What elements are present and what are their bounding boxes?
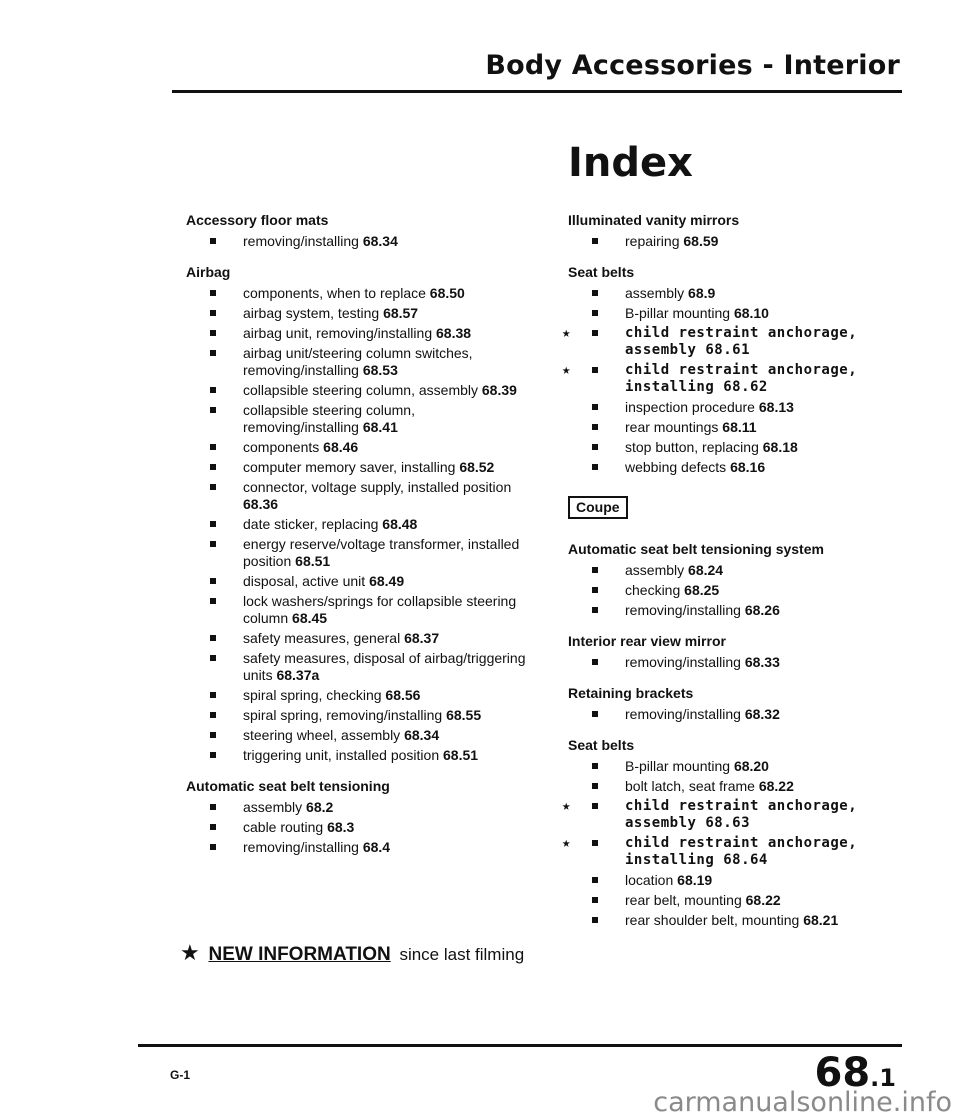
index-entry	[186, 573, 526, 590]
index-entry	[186, 325, 526, 342]
index-entry	[186, 687, 526, 704]
bullet-icon	[592, 587, 598, 593]
entry-page-ref: 68.13	[758, 399, 794, 415]
page-number-sub: .1	[870, 1064, 896, 1092]
new-information-note	[180, 940, 524, 966]
bullet-icon	[210, 712, 216, 718]
entry-text: child restraint anchorage, installing	[625, 835, 858, 868]
entry-page-ref: 68.51	[295, 553, 331, 569]
entry-page-ref: 68.9	[688, 285, 716, 301]
bullet-icon	[592, 877, 598, 883]
index-entry	[568, 778, 908, 795]
entry-page-ref: 68.49	[369, 573, 405, 589]
entry-page-ref: 68.46	[323, 439, 359, 455]
entry-page-ref: 68.3	[327, 819, 355, 835]
entry-page-ref: 68.37	[404, 630, 440, 646]
bullet-icon	[592, 444, 598, 450]
index-section	[186, 778, 526, 856]
index-entry-list	[568, 654, 908, 671]
entry-page-ref: 68.52	[459, 459, 495, 475]
entry-page-ref: 68.56	[385, 687, 421, 703]
new-information-label: NEW INFORMATION	[208, 944, 391, 965]
index-entry	[568, 912, 908, 929]
left-column	[186, 212, 526, 870]
bullet-icon	[210, 521, 216, 527]
entry-text: collapsible steering column, removing/installing	[243, 402, 415, 435]
entry-text: B-pillar mounting	[625, 305, 734, 321]
entry-text: removing/installing	[625, 602, 745, 618]
index-entry	[186, 439, 526, 456]
entry-page-ref: 68.45	[292, 610, 328, 626]
new-information-rest: since last filming	[394, 945, 525, 964]
entry-page-ref: 68.55	[446, 707, 482, 723]
entry-text: disposal, active unit	[243, 573, 370, 589]
bullet-icon	[592, 404, 598, 410]
entry-text: inspection procedure	[625, 399, 759, 415]
bullet-icon	[210, 844, 216, 850]
bullet-icon	[210, 655, 216, 661]
right-column	[562, 212, 908, 943]
entry-page-ref: 68.50	[429, 285, 465, 301]
entry-text: removing/installing	[243, 233, 363, 249]
entry-text: date sticker, replacing	[243, 516, 383, 532]
index-entry-list	[562, 285, 908, 476]
entry-page-ref: 68.4	[362, 839, 391, 855]
entry-page-ref: 68.2	[306, 799, 334, 815]
bullet-icon	[592, 897, 598, 903]
star-icon: ★	[562, 835, 571, 851]
index-entry	[186, 459, 526, 476]
bullet-icon	[210, 444, 216, 450]
entry-text: child restraint anchorage, assembly	[625, 325, 858, 358]
bullet-icon	[592, 711, 598, 717]
bullet-icon	[592, 310, 598, 316]
index-entry	[568, 305, 908, 322]
entry-text: safety measures, disposal of airbag/triggering units	[243, 650, 526, 683]
bullet-icon	[592, 367, 598, 373]
section-title: Accessory floor mats	[186, 212, 329, 228]
entry-page-ref: 68.57	[383, 305, 419, 321]
index-entry	[186, 630, 526, 647]
right-column-bottom	[562, 541, 908, 929]
index-entry	[186, 839, 526, 856]
entry-page-ref: 68.34	[362, 233, 398, 249]
section-title: Automatic seat belt tensioning	[186, 778, 390, 794]
section-title: Illuminated vanity mirrors	[568, 212, 740, 228]
index-entry	[568, 758, 908, 775]
entry-page-ref: 68.64	[723, 852, 768, 868]
index-entry	[186, 233, 526, 250]
index-entry	[568, 562, 908, 579]
index-entry	[568, 582, 908, 599]
entry-text: stop button, replacing	[625, 439, 763, 455]
section-title: Automatic seat belt tensioning system	[568, 541, 824, 557]
index-section	[186, 264, 526, 764]
entry-text: webbing defects	[625, 459, 731, 475]
entry-page-ref: 68.59	[683, 233, 719, 249]
entry-text: spiral spring, removing/installing	[243, 707, 447, 723]
entry-text: assembly	[243, 799, 307, 815]
entry-text: repairing	[625, 233, 684, 249]
entry-text: assembly	[625, 562, 689, 578]
entry-text: child restraint anchorage, assembly	[625, 798, 858, 831]
bullet-icon	[210, 635, 216, 641]
index-entry	[186, 382, 526, 399]
star-icon: ★	[562, 325, 571, 341]
bullet-icon	[210, 692, 216, 698]
entry-page-ref: 68.63	[705, 815, 751, 831]
index-entry	[186, 305, 526, 322]
entry-text: assembly	[625, 285, 689, 301]
entry-page-ref: 68.16	[730, 459, 766, 475]
header-rule	[172, 90, 902, 93]
entry-page-ref: 68.62	[723, 379, 768, 395]
bullet-icon	[592, 330, 598, 336]
entry-text: airbag system, testing	[243, 305, 384, 321]
bullet-icon	[592, 567, 598, 573]
entry-text: airbag unit/steering column switches, removing/installing	[243, 345, 473, 378]
index-title: Index	[568, 140, 693, 186]
index-section	[562, 264, 908, 476]
bullet-icon	[592, 783, 598, 789]
index-entry-list	[568, 706, 908, 723]
index-entry	[568, 872, 908, 889]
index-entry	[568, 459, 908, 476]
entry-text: lock washers/springs for collapsible steering column	[243, 593, 517, 626]
entry-page-ref: 68.39	[481, 382, 517, 398]
entry-page-ref: 68.48	[382, 516, 418, 532]
entry-text: removing/installing	[243, 839, 363, 855]
entry-page-ref: 68.11	[722, 419, 757, 435]
entry-page-ref: 68.36	[243, 496, 279, 512]
entry-text: removing/installing	[625, 654, 745, 670]
entry-page-ref: 68.61	[705, 342, 751, 358]
header-title: Body Accessories - Interior	[485, 50, 900, 81]
entry-text: energy reserve/voltage transformer, installed position	[243, 536, 520, 569]
entry-page-ref: 68.18	[762, 439, 798, 455]
entry-text: components, when to replace	[243, 285, 430, 301]
index-entry	[186, 650, 526, 684]
index-entry	[186, 819, 526, 836]
entry-page-ref: 68.21	[803, 912, 839, 928]
entry-text: checking	[625, 582, 685, 598]
index-entry	[186, 707, 526, 724]
watermark: carmanualsonline.info	[653, 1087, 952, 1118]
index-entry	[186, 799, 526, 816]
right-column-top	[562, 212, 908, 476]
entry-page-ref: 68.51	[443, 747, 479, 763]
entry-text: rear shoulder belt, mounting	[625, 912, 804, 928]
index-entry-list	[568, 562, 908, 619]
entry-text: B-pillar mounting	[625, 758, 734, 774]
index-entry	[568, 654, 908, 671]
entry-text: spiral spring, checking	[243, 687, 386, 703]
entry-text: collapsible steering column, assembly	[243, 382, 482, 398]
index-entry	[186, 516, 526, 533]
index-entry	[186, 536, 526, 570]
bullet-icon	[592, 464, 598, 470]
index-entry	[568, 419, 908, 436]
index-entry-list	[186, 799, 526, 856]
entry-page-ref: 68.22	[758, 778, 794, 794]
entry-text: bolt latch, seat frame	[625, 778, 759, 794]
index-entry-list	[186, 233, 526, 250]
bullet-icon	[592, 803, 598, 809]
index-entry	[186, 345, 526, 379]
entry-page-ref: 68.32	[744, 706, 780, 722]
index-entry	[568, 233, 908, 250]
entry-text: connector, voltage supply, installed position	[243, 479, 512, 495]
entry-text: location	[625, 872, 678, 888]
bullet-icon	[210, 824, 216, 830]
entry-page-ref: 68.22	[745, 892, 781, 908]
bullet-icon	[210, 804, 216, 810]
bullet-icon	[210, 732, 216, 738]
bullet-icon	[592, 763, 598, 769]
section-title: Interior rear view mirror	[568, 633, 726, 649]
bullet-icon	[210, 598, 216, 604]
star-icon: ★	[180, 940, 200, 965]
index-entry	[568, 892, 908, 909]
index-entry	[568, 439, 908, 456]
entry-text: rear mountings	[625, 419, 723, 435]
bullet-icon	[592, 659, 598, 665]
index-section	[186, 212, 526, 250]
entry-page-ref: 68.26	[744, 602, 780, 618]
entry-text: child restraint anchorage, installing	[625, 362, 858, 395]
index-entry	[562, 362, 908, 396]
index-entry	[562, 325, 908, 359]
bullet-icon	[210, 238, 216, 244]
index-entry	[186, 593, 526, 627]
index-entry	[568, 285, 908, 302]
bullet-icon	[210, 290, 216, 296]
entry-page-ref: 68.34	[404, 727, 440, 743]
bullet-icon	[592, 424, 598, 430]
index-entry-list	[186, 285, 526, 764]
entry-text: rear belt, mounting	[625, 892, 746, 908]
bullet-icon	[592, 917, 598, 923]
index-entry	[186, 727, 526, 744]
bullet-icon	[592, 607, 598, 613]
bullet-icon	[210, 541, 216, 547]
bullet-icon	[210, 464, 216, 470]
entry-text: removing/installing	[625, 706, 745, 722]
entry-text: steering wheel, assembly	[243, 727, 405, 743]
index-entry-list	[568, 233, 908, 250]
index-entry	[186, 285, 526, 302]
entry-page-ref: 68.33	[744, 654, 780, 670]
entry-text: components	[243, 439, 324, 455]
entry-page-ref: 68.41	[362, 419, 398, 435]
footer-rule	[138, 1044, 902, 1047]
bullet-icon	[592, 840, 598, 846]
entry-page-ref: 68.10	[733, 305, 769, 321]
star-icon: ★	[562, 362, 571, 378]
star-icon: ★	[562, 798, 571, 814]
entry-page-ref: 68.53	[362, 362, 398, 378]
index-section	[568, 212, 908, 250]
index-entry	[568, 399, 908, 416]
index-entry	[186, 747, 526, 764]
bullet-icon	[592, 290, 598, 296]
bullet-icon	[592, 238, 598, 244]
index-entry	[186, 402, 526, 436]
entry-text: safety measures, general	[243, 630, 405, 646]
index-entry	[186, 479, 526, 513]
entry-text: cable routing	[243, 819, 328, 835]
section-title: Seat belts	[568, 264, 635, 280]
entry-page-ref: 68.25	[684, 582, 720, 598]
bullet-icon	[210, 578, 216, 584]
index-entry	[568, 602, 908, 619]
page-number-main: 68	[814, 1050, 871, 1096]
bullet-icon	[210, 310, 216, 316]
section-title: Retaining brackets	[568, 685, 694, 701]
entry-text: triggering unit, installed position	[243, 747, 444, 763]
entry-text: airbag unit, removing/installing	[243, 325, 436, 341]
entry-page-ref: 68.19	[677, 872, 713, 888]
page-code: G-1	[170, 1068, 191, 1082]
index-entry	[562, 835, 908, 869]
index-entry	[568, 706, 908, 723]
bullet-icon	[210, 484, 216, 490]
entry-page-ref: 68.38	[436, 325, 472, 341]
bullet-icon	[210, 350, 216, 356]
coupe-label: Coupe	[568, 496, 628, 519]
section-title: Seat belts	[568, 737, 635, 753]
index-section	[568, 633, 908, 671]
index-section	[568, 685, 908, 723]
entry-page-ref: 68.20	[733, 758, 769, 774]
bullet-icon	[210, 387, 216, 393]
bullet-icon	[210, 407, 216, 413]
bullet-icon	[210, 752, 216, 758]
index-section	[562, 737, 908, 929]
index-entry	[562, 798, 908, 832]
entry-text: computer memory saver, installing	[243, 459, 460, 475]
index-section	[568, 541, 908, 619]
entry-page-ref: 68.24	[688, 562, 724, 578]
bullet-icon	[210, 330, 216, 336]
section-title: Airbag	[186, 264, 231, 280]
entry-page-ref: 68.37a	[276, 667, 320, 683]
index-entry-list	[562, 758, 908, 929]
